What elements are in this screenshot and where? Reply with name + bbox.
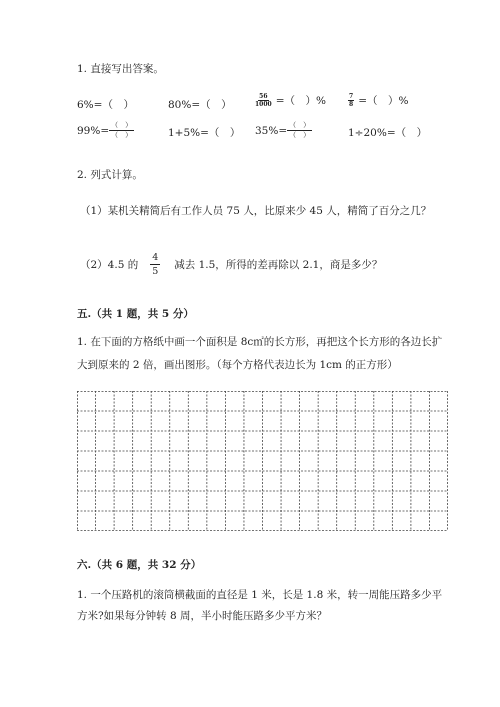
question-6-percent: 6%=（ ） bbox=[77, 99, 134, 111]
fraction-4-5: $\frac{4}{5}$ bbox=[152, 252, 159, 278]
section5-question-line1: 1. 在下面的方格纸中画一个面积是 8c㎡的长方形，再把这个长方形的各边长扩 bbox=[77, 336, 443, 348]
fraction-blank: $\frac{( )}{( )}$ bbox=[111, 121, 133, 139]
section2-question-1: （1）某机关精简后有工作人员 75 人，比原来少 45 人，精简了百分之几？ bbox=[80, 205, 432, 217]
question-80-percent: 80%=（ ） bbox=[168, 99, 232, 111]
section6-heading: 六.（共 6 题，共 32 分） bbox=[77, 559, 202, 571]
section2-title: 2. 列式计算。 bbox=[77, 169, 143, 181]
fraction-blank: $\frac{( )}{( )}$ bbox=[289, 121, 311, 139]
fraction: $\frac{7}{8}$ bbox=[349, 92, 354, 108]
question-1-div-20-percent: 1÷20%=（ ） bbox=[348, 127, 428, 139]
section6-question-line1: 1. 一个压路机的滚筒横截面的直径是 1 米，长是 1.8 米，转一周能压路多少平 bbox=[77, 589, 443, 601]
section5-heading: 五.（共 1 题，共 5 分） bbox=[77, 308, 194, 320]
section2-question-2: （2）4.5 的 $\frac{4}{5}$ 减去 1.5，所得的差再除以 2.1，商是多少？ bbox=[80, 252, 383, 278]
question-7-over-8: $\frac{7}{8}$ =（ ）% bbox=[349, 92, 409, 108]
dotted-grid-paper bbox=[77, 391, 448, 531]
section6-question-line2: 方米?如果每分钟转 8 周，半小时能压路多少平方米？ bbox=[77, 610, 327, 622]
question-99-percent: 99%= $\frac{( )}{( )}$ bbox=[77, 121, 133, 139]
section1-title: 1. 直接写出答案。 bbox=[77, 63, 164, 75]
fraction: $\frac{56}{1000}$ bbox=[255, 92, 272, 108]
question-35-percent: 35%= $\frac{( )}{( )}$ bbox=[255, 121, 311, 139]
section5-question-line2: 大到原来的 2 倍，画出图形。（每个方格代表边长为 1cm 的正方形） bbox=[77, 359, 398, 371]
question-56-over-1000: $\frac{56}{1000}$ =（ ）% bbox=[255, 92, 326, 108]
question-1-plus-5-percent: 1+5%=（ ） bbox=[168, 127, 241, 139]
